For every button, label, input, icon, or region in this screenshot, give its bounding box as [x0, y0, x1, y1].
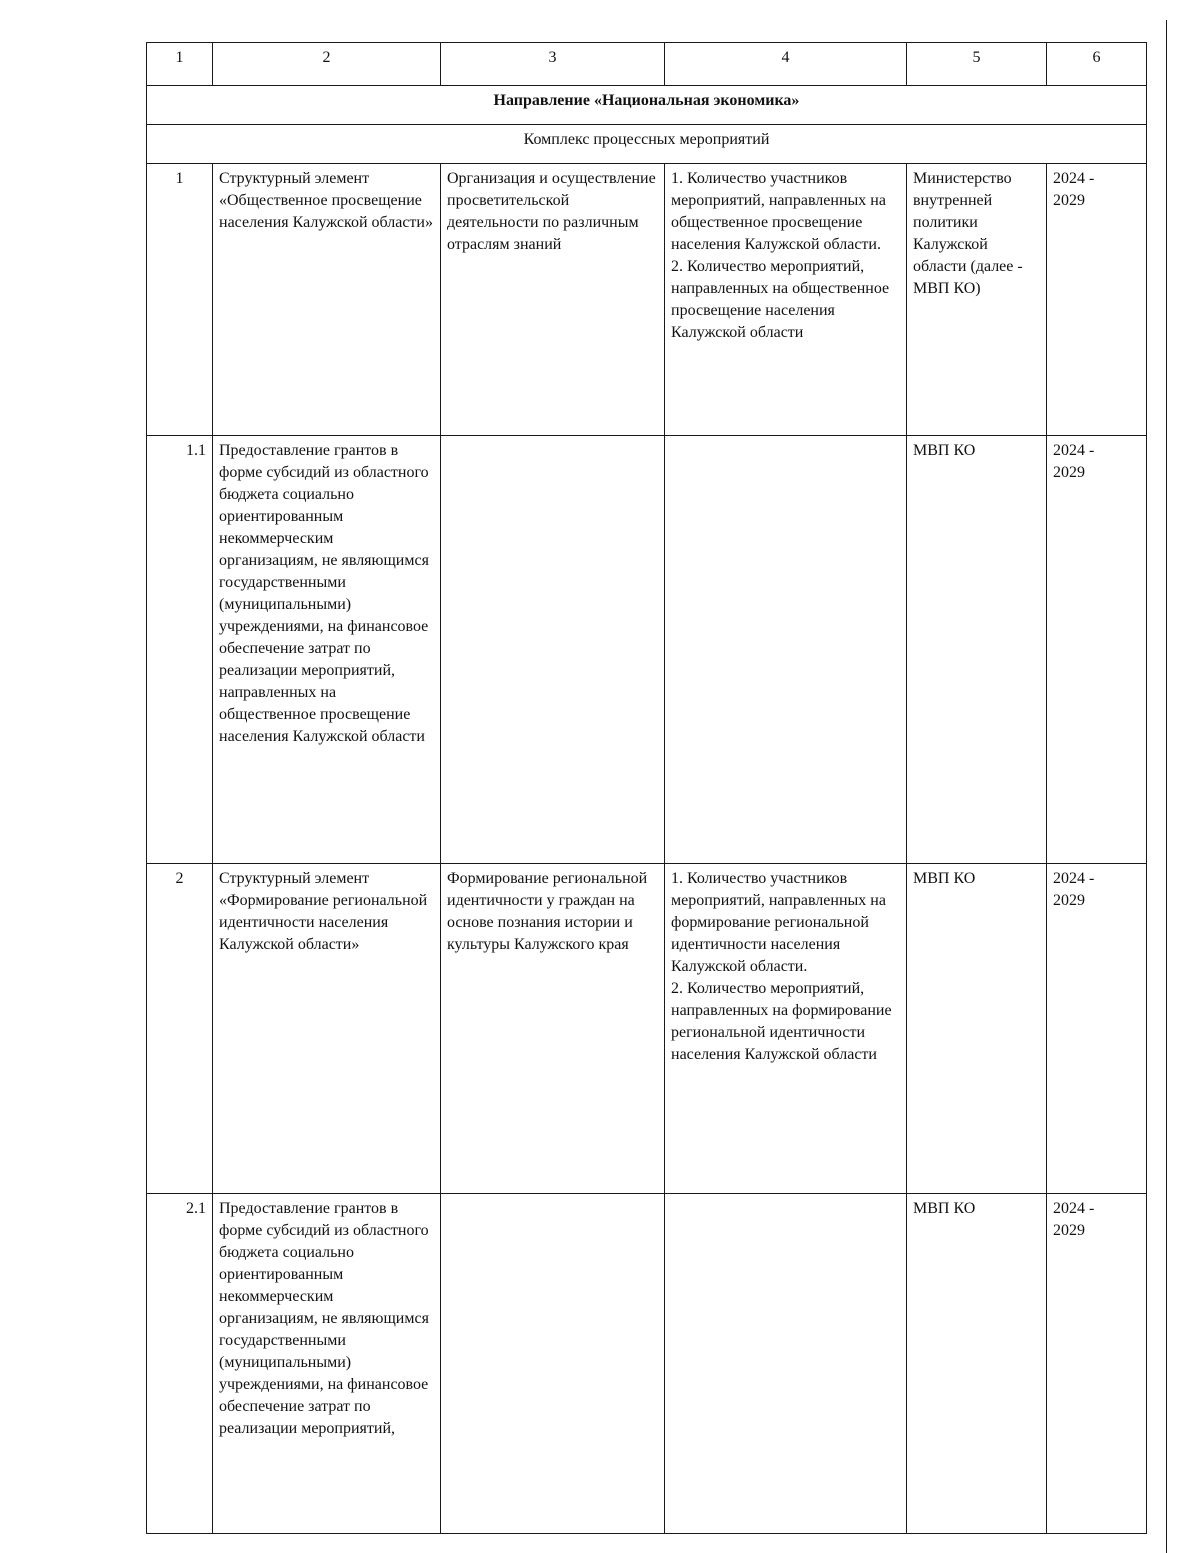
row-indicators [665, 1194, 907, 1534]
column-number: 6 [1047, 43, 1147, 86]
table-row [147, 436, 1147, 864]
row-responsible: МВП КО [907, 436, 1047, 864]
row-indicators: 1. Количество участников мероприятий, направленных на формирование региональной идентичности населения Калужской области. 2. Количество мероприятий, направленных на формирование региональной идентичности населения Калужской области [665, 864, 907, 1194]
subsection-title: Комплекс процессных мероприятий [147, 125, 1147, 164]
row-years: 2024 - 2029 [1047, 864, 1147, 1194]
row-task: Организация и осуществление просветительской деятельности по различным отраслям знаний [441, 164, 665, 436]
column-number: 3 [441, 43, 665, 86]
row-number: 1.1 [147, 436, 213, 864]
row-responsible: Министерство внутренней политики Калужской области (далее - МВП КО) [907, 164, 1047, 436]
row-name: Предоставление грантов в форме субсидий из областного бюджета социально ориентированным некоммерческим организациям, не являющимся государственными (муниципальными) учреждениями, на финансовое обеспечение затрат по реализации мероприятий, [213, 1194, 441, 1534]
row-years: 2024 - 2029 [1047, 164, 1147, 436]
row-task [441, 1194, 665, 1534]
table-row [147, 1194, 1147, 1534]
row-indicators [665, 436, 907, 864]
row-task [441, 436, 665, 864]
section-title: Направление «Национальная экономика» [147, 86, 1147, 125]
row-number: 1 [147, 164, 213, 436]
measures-table [146, 42, 1147, 1534]
row-responsible: МВП КО [907, 864, 1047, 1194]
row-number: 2.1 [147, 1194, 213, 1534]
column-number: 2 [213, 43, 441, 86]
section-row [147, 86, 1147, 125]
row-number: 2 [147, 864, 213, 1194]
column-number: 4 [665, 43, 907, 86]
row-name: Структурный элемент «Формирование региональной идентичности населения Калужской области» [213, 864, 441, 1194]
row-task: Формирование региональной идентичности у граждан на основе познания истории и культуры Калужского края [441, 864, 665, 1194]
row-years: 2024 - 2029 [1047, 436, 1147, 864]
row-indicators: 1. Количество участников мероприятий, направленных на общественное просвещение населения Калужской области. 2. Количество мероприятий, направленных на общественное просвещение населения Калужской области [665, 164, 907, 436]
column-number-row [147, 43, 1147, 86]
table-row [147, 164, 1147, 436]
row-years: 2024 - 2029 [1047, 1194, 1147, 1534]
subsection-row [147, 125, 1147, 164]
table-row [147, 864, 1147, 1194]
page-border-line [1166, 20, 1167, 1553]
row-name: Структурный элемент «Общественное просвещение населения Калужской области» [213, 164, 441, 436]
column-number: 1 [147, 43, 213, 86]
row-responsible: МВП КО [907, 1194, 1047, 1534]
column-number: 5 [907, 43, 1047, 86]
row-name: Предоставление грантов в форме субсидий из областного бюджета социально ориентированным некоммерческим организациям, не являющимся государственными (муниципальными) учреждениями, на финансовое обеспечение затрат по реализации мероприятий, направленных на общественное просвещение населения Калужской области [213, 436, 441, 864]
